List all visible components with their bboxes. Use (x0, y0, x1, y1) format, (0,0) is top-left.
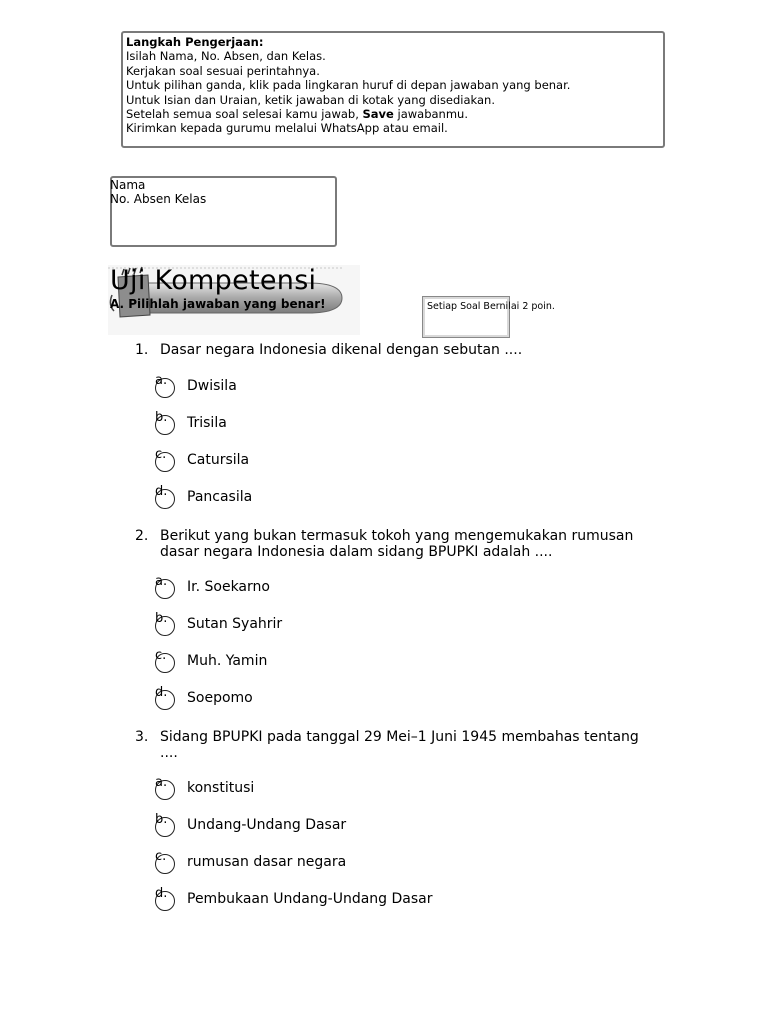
name-label: Nama (110, 178, 146, 192)
section-instruction: A. Pilihlah jawaban yang benar! (110, 297, 326, 311)
instruction-line: Kerjakan soal sesuai perintahnya. (126, 63, 320, 78)
option-letter: a. (155, 373, 168, 388)
question-number: 2. (135, 528, 149, 544)
option-letter: d. (155, 484, 168, 499)
option-letter: a. (155, 574, 168, 589)
section-title: Uji Kompetensi (110, 265, 317, 296)
question-text: Dasar negara Indonesia dikenal dengan sebutan .... (160, 342, 523, 358)
points-note-box (422, 296, 555, 338)
instruction-line: Untuk pilihan ganda, klik pada lingkaran huruf di depan jawaban yang benar. (126, 78, 571, 93)
option-text: Pancasila (187, 489, 253, 505)
save-prefix: Setelah semua soal selesai kamu jawab, (126, 107, 363, 122)
option-letter: c. (155, 447, 167, 462)
option-letter: d. (155, 886, 168, 901)
instruction-line: Kirimkan kepada gurumu melalui WhatsApp atau email. (126, 121, 448, 136)
instruction-line: Untuk Isian dan Uraian, ketik jawaban di kotak yang disediakan. (126, 92, 495, 107)
option-text: Soepomo (187, 690, 253, 706)
question-number: 1. (135, 342, 149, 358)
option-letter: a. (155, 775, 168, 790)
question-text: Sidang BPUPKI pada tanggal 29 Mei–1 Juni 1945 membahas tentang .... (160, 729, 639, 761)
option-text: Trisila (187, 415, 227, 431)
instructions-title: Langkah Pengerjaan: (126, 35, 264, 49)
question-text: Berikut yang bukan termasuk tokoh yang mengemukakan rumusan dasar negara Indonesia dalam sidang BPUPKI adalah .... (160, 528, 634, 560)
identity-input-box[interactable] (110, 176, 337, 247)
absen-class-label: No. Absen Kelas (110, 192, 207, 206)
option-text: konstitusi (187, 780, 255, 796)
option-text: Catursila (187, 452, 250, 468)
instructions-box (121, 31, 665, 148)
option-letter: b. (155, 410, 168, 425)
option-text: Dwisila (187, 378, 237, 394)
option-text: Undang-Undang Dasar (187, 817, 347, 833)
option-letter: b. (155, 812, 168, 827)
save-word: Save (362, 107, 394, 122)
option-text: Sutan Syahrir (187, 616, 283, 632)
option-text: Muh. Yamin (187, 653, 268, 669)
instruction-line-save (126, 107, 660, 121)
option-text: rumusan dasar negara (187, 854, 347, 870)
question-number: 3. (135, 729, 149, 745)
option-letter: c. (155, 849, 167, 864)
option-letter: b. (155, 611, 168, 626)
option-text: Pembukaan Undang-Undang Dasar (187, 891, 433, 907)
instruction-line: Isilah Nama, No. Absen, dan Kelas. (126, 49, 326, 64)
option-letter: d. (155, 685, 168, 700)
option-letter: c. (155, 648, 167, 663)
points-note: Setiap Soal Bernilai 2 poin. (427, 301, 555, 312)
save-suffix: jawabanmu. (393, 107, 468, 122)
option-text: Ir. Soekarno (187, 579, 270, 595)
